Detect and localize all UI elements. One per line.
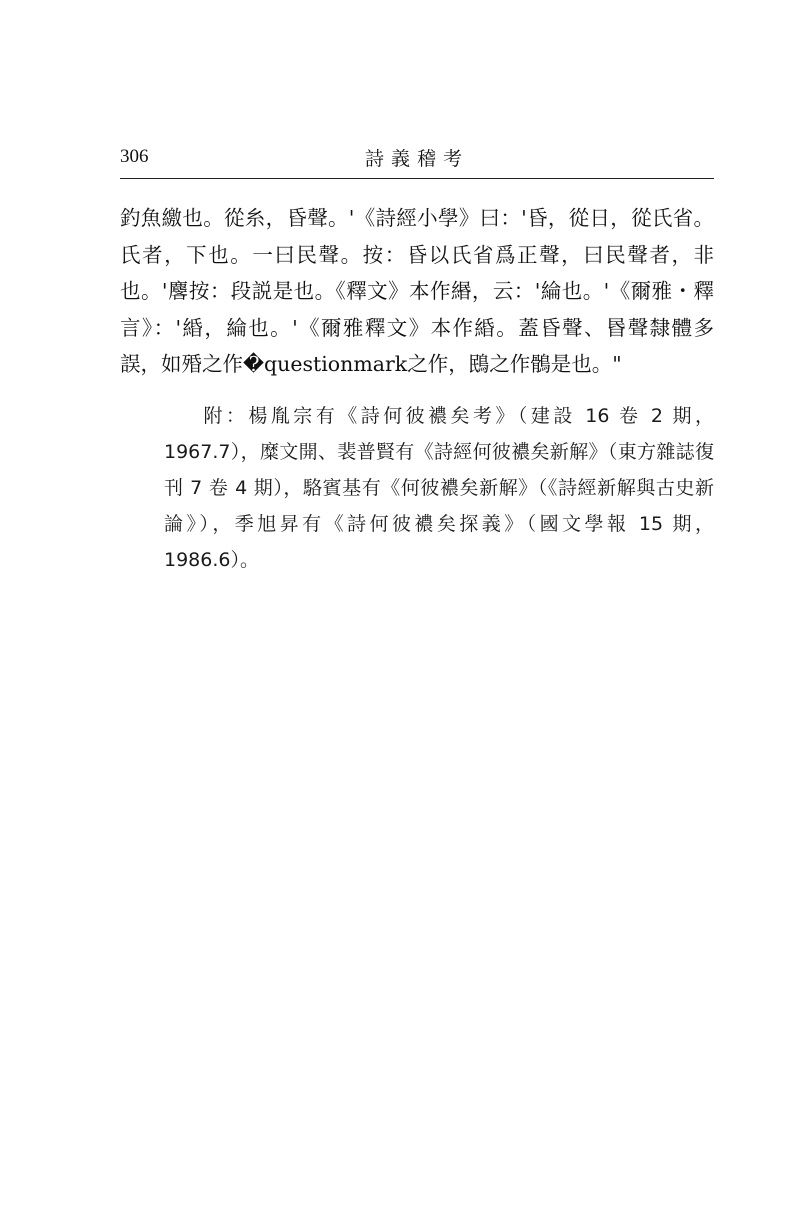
running-title: 詩義稽考: [364, 148, 469, 170]
page-number: 306: [120, 146, 149, 167]
note-text: 附：楊胤宗有《詩何彼襛矣考》（建設 16 卷 2 期，1967.7），糜文開、裴普賢有《詩經何彼襛矣新解》（東方雜誌復刊 7 卷 4 期），駱賓基有《何彼襛矣新解》（《詩經新解與古史新論》），季旭昇有《詩何彼襛矣探義》（國文學報 15 期，1986.6）。: [164, 405, 714, 571]
page-header: [120, 144, 714, 179]
note-paragraph: [164, 398, 714, 578]
main-paragraph: 釣魚繳也。從糸，昏聲。'《詩經小學》曰：'昏，從日，從氏省。氏者，下也。一曰民聲。按：昏以氏省爲正聲，曰民聲者，非也。'麐按：段説是也。《釋文》本作緡，云：'綸也。'《爾雅・釋言》：'緍，綸也。'《爾雅釋文》本作緍。蓋昏聲、昬聲隸體多誤，如殙之作�questionmark之作，鴖之作鶻是也。": [120, 206, 714, 376]
